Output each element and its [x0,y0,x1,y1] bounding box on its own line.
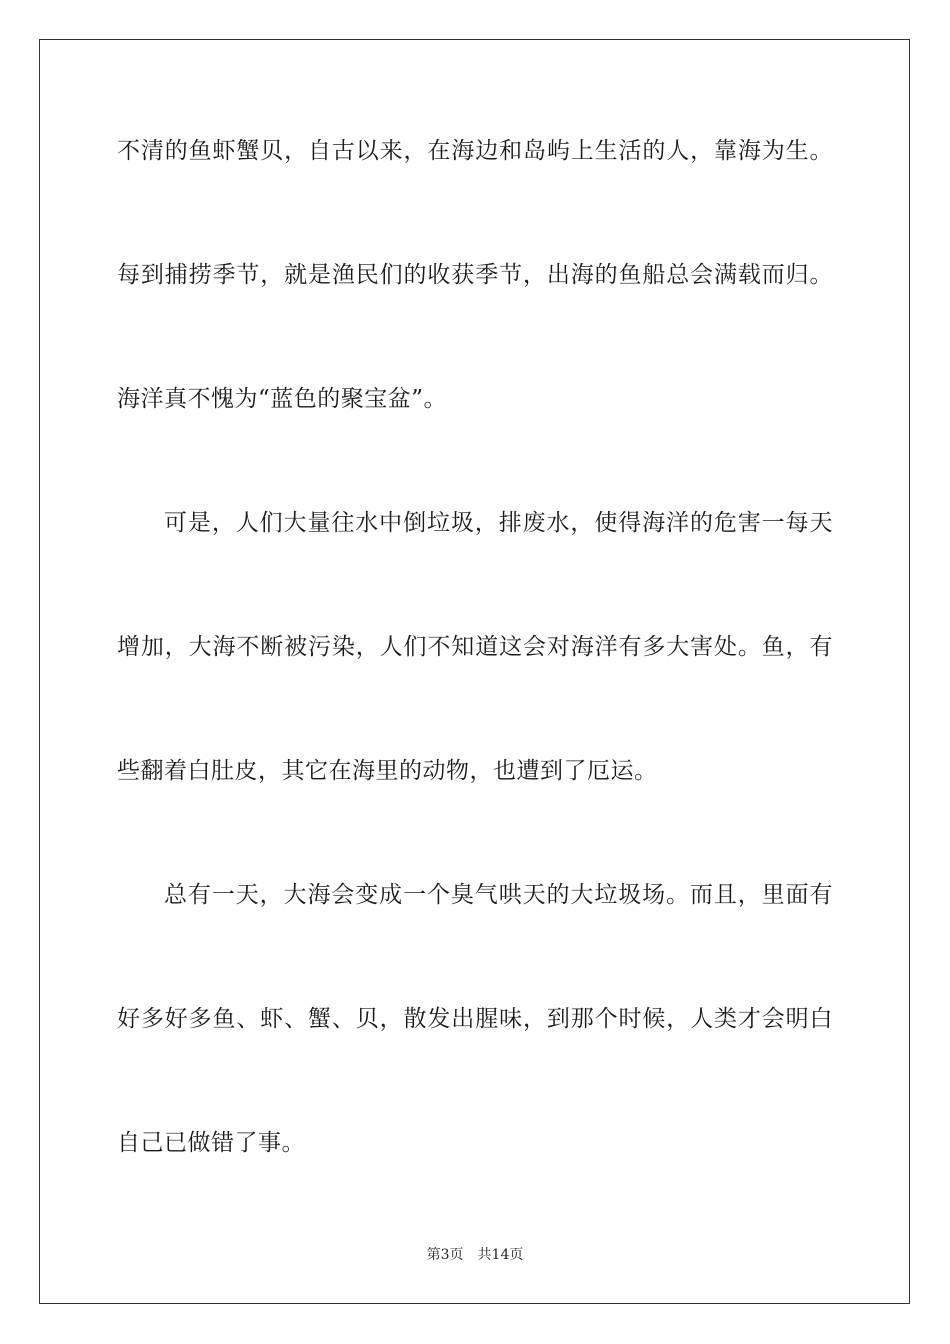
page-footer [0,1246,950,1264]
text-line-7: 总有一天，大海会变成一个臭气哄天的大垃圾场。而且，里面有 [164,882,833,908]
page-number: 第3页 [426,1247,464,1263]
text-line-8: 好多好多鱼、虾、蟹、贝，散发出腥味，到那个时候，人类才会明白 [117,1006,833,1032]
text-line-2: 每到捕捞季节，就是渔民们的收获季节，出海的鱼船总会满载而归。 [117,262,833,288]
text-line-6: 些翻着白肚皮，其它在海里的动物，也遭到了厄运。 [117,758,658,784]
text-line-1: 不清的鱼虾蟹贝，自古以来，在海边和岛屿上生活的人，靠海为生。 [117,138,833,164]
text-line-4: 可是，人们大量往水中倒垃圾，排废水，使得海洋的危害一每天 [164,510,833,536]
text-line-3: 海洋真不愧为“蓝色的聚宝盆”。 [117,386,448,412]
page-border [39,39,910,1304]
text-line-5: 增加，大海不断被污染，人们不知道这会对海洋有多大害处。鱼，有 [117,634,833,660]
text-line-9: 自己已做错了事。 [117,1130,305,1156]
page-total: 共14页 [477,1247,524,1263]
